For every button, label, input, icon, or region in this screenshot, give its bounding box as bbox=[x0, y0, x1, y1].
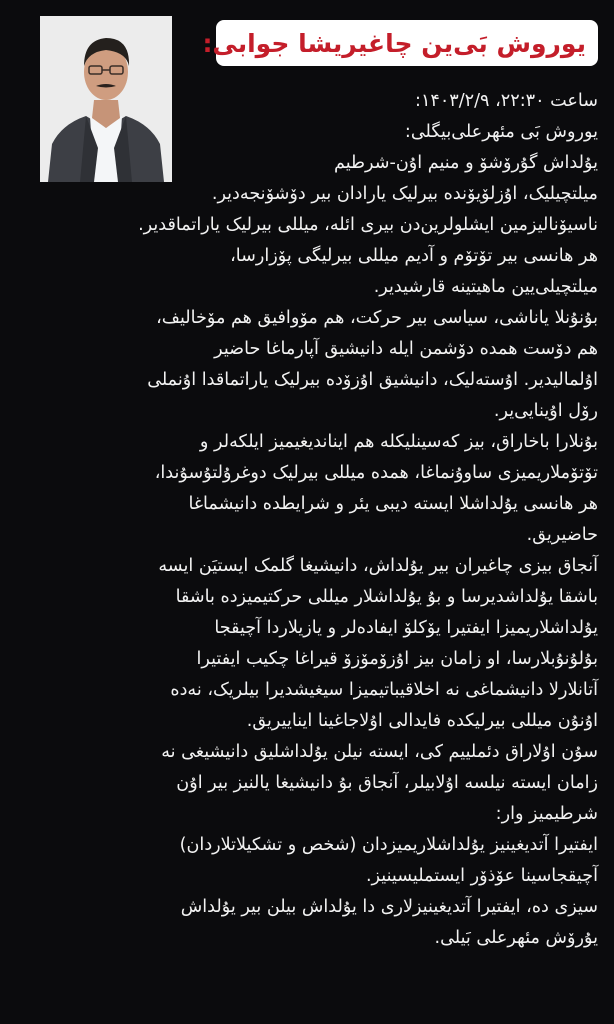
page-title: یوروش بَی‌ین چاغیریشا جوابی: bbox=[202, 28, 586, 58]
text-line: هر هانسی بیر تۆتۆم و آدیم میللی بیرلیگی پۆزارسا، bbox=[230, 246, 598, 266]
text-line: اۇنۇن میللی بیرلیکده فایدالی اۇلاجاغینا ایناییریق. bbox=[246, 711, 598, 731]
text-line: ناسیۆنالیزمین ایشلولرین‌دن بیری ائله، میللی بیرلیک یاراتماقدیر. bbox=[138, 215, 598, 235]
text-line: میلتچیلیک، اۇزلۆیۆنده بیرلیک یارادان بیر دۆشۆنجه‌دیر. bbox=[211, 184, 598, 204]
text-line: اۇلمالیدیر. اۇسته‌لیک، دانیشیق اۇزۆده بیرلیک یاراتماقدا اۇنملی bbox=[147, 370, 598, 390]
text-line: یۇلداش گۇرۆشۆ و منیم اۇن-شرطیم bbox=[334, 153, 598, 173]
text-line: هر هانسی یۇلداشلا ایسته دیبی یئر و شرایطده دانیشماغا bbox=[188, 494, 598, 514]
text-line: رۆل اۇینایی‌یر. bbox=[493, 401, 598, 421]
text-line: زامان ایسته نیلسه اۇلابیلر، آنجاق بۇ دانیشیغا یالنیز بیر اۇن bbox=[176, 773, 598, 793]
text-line: بۇلۇنۇبلارسا، او زامان بیز اۇزۆمۆزۆ قیراغا چکیب ایفتیرا bbox=[196, 649, 598, 669]
text-line: شرطیمیز وار: bbox=[495, 804, 598, 824]
text-line: یۇرۆش مئهرعلی بَیلی. bbox=[434, 928, 598, 948]
text-line: آچیقجاسینا عۆذۆر ایستملیسینیز. bbox=[365, 866, 598, 886]
text-line: یوروش بَی مئهرعلی‌بیگلی: bbox=[404, 122, 598, 142]
text-line: بۇنلارا باخاراق، بیز که‌سینلیکله هم ایناندیغیمیز ایلکه‌لر و bbox=[199, 432, 598, 452]
text-line: ایفتیرا آتدیغینیز یۇلداشلاریمیزدان (شخص و تشکیلاتلاردان) bbox=[179, 835, 598, 855]
text-line: میلتچیلی‌یین ماهیتینه قارشیدیر. bbox=[373, 277, 598, 297]
post-body bbox=[14, 86, 598, 954]
text-line: بۇنۇنلا یاناشی، سیاسی بیر حرکت، هم مۆوافیق هم مۆخالیف، bbox=[156, 308, 598, 328]
text-line: آنجاق بیزی چاغیران بیر یۇلداش، دانیشیغا گلمک ایستیَن ایسه bbox=[158, 556, 598, 576]
text-line: هم دۆست همده دۆشمن ایله دانیشیق آپارماغا حاضیر bbox=[214, 339, 598, 359]
post-timestamp: ساعت ۲۲:۳۰، ۱۴۰۳/۲/۹: bbox=[415, 91, 598, 111]
text-line: باشقا یۇلداشدیرسا و بۇ یۇلداشلار میللی حرکتیمیزده باشقا bbox=[175, 587, 598, 607]
text-line: سۇن اۇلاراق دئملییم کی، ایسته نیلن یۇلداشلیق دانیشیغی نه bbox=[161, 742, 598, 762]
text-line: سیزی ده، ایفتیرا آتدیغینیزلاری دا یۇلداش بیلن بیر یۇلداش bbox=[180, 897, 598, 917]
text-line: حاضیریق. bbox=[526, 525, 598, 545]
text-line: یۇلداشلاریمیزا ایفتیرا یۆکلۆ ایفاده‌لر و یازیلاردا آچیقجا bbox=[214, 618, 598, 638]
title-banner bbox=[202, 20, 598, 66]
text-line: تۆتۆملاریمیزی ساوۇنماغا، همده میللی بیرلیک دوغرۇلتۇسۇندا، bbox=[154, 463, 598, 483]
text-line: آتانلارلا دانیشماغی نه اخلاقیباتیمیزا سیغیشدیرا بیلریک، نه‌ده bbox=[170, 680, 598, 700]
